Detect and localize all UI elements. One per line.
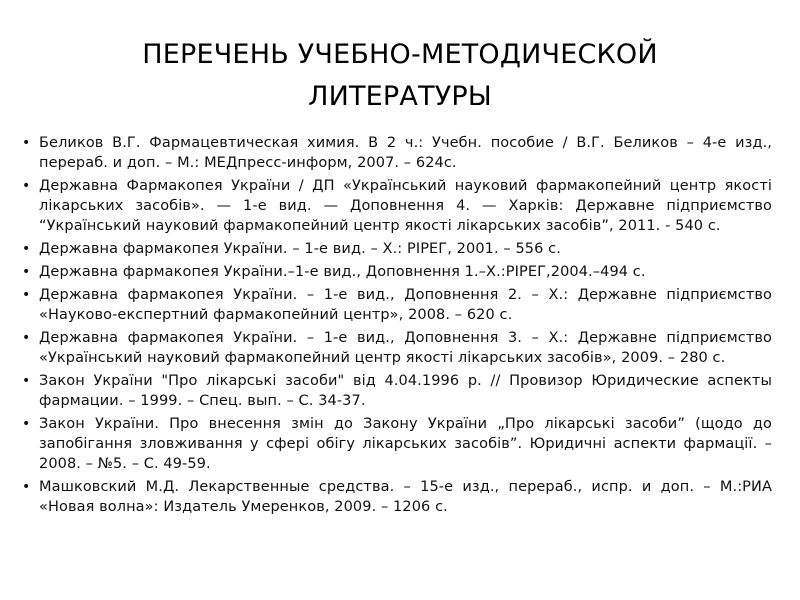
bullet-icon: • — [22, 479, 31, 495]
list-item-text: Державна Фармакопея України / ДП «Український науковий фармакопейний центр якості лікарських засобів». — 1-е вид. — Доповнення 4. — Харків: Державне підприємство “Український науковий фармакопейний центр якості лікарських засобів”, 2011. - 540 с. — [39, 178, 772, 234]
list-item — [22, 285, 772, 325]
list-item — [22, 262, 772, 282]
list-item — [22, 176, 772, 236]
bullet-icon: • — [22, 264, 31, 280]
list-item-text: Машковский М.Д. Лекарственные средства. – 15-е изд., перераб., испр. и доп. – М.:РИА «Новая волна»: Издатель Умеренков, 2009. – 1206 с. — [39, 479, 772, 515]
list-item-text: Закон України "Про лікарські засоби" від 4.04.1996 р. // Провизор Юридические аспекты фармации. – 1999. – Спец. вып. – С. 34-37. — [39, 373, 772, 409]
list-item-text: Державна фармакопея України. – 1-е вид., Доповнення 3. – Х.: Державне підприємство «Український науковий фармакопейний центр якості лікарських засобів», 2009. – 280 с. — [39, 330, 772, 366]
literature-list — [22, 133, 772, 520]
bullet-icon: • — [22, 330, 31, 346]
bullet-icon: • — [22, 135, 31, 151]
list-item-text: Державна фармакопея України. – 1-е вид. – Х.: РІРЕГ, 2001. – 556 с. — [39, 241, 561, 257]
list-item-text: Державна фармакопея України. – 1-е вид., Доповнення 2. – Х.: Державне підприємство «Науково-експертний фармакопейний центр», 2008. – 620 с. — [39, 287, 772, 323]
title-line-1: ПЕРЕЧЕНЬ УЧЕБНО-МЕТОДИЧЕСКОЙ — [142, 39, 658, 70]
bullet-icon: • — [22, 287, 31, 303]
slide-title — [60, 34, 740, 118]
list-item-text: Державна фармакопея України.–1-е вид., Доповнення 1.–Х.:РІРЕГ,2004.–494 с. — [39, 264, 646, 280]
list-item — [22, 371, 772, 411]
list-item — [22, 239, 772, 259]
bullet-icon: • — [22, 416, 31, 432]
list-item — [22, 477, 772, 517]
list-item-text: Закон України. Про внесення змін до Закону України „Про лікарські засоби” (щодо до запобігання зловживання у сфері обігу лікарських засобів”. Юридичні аспекти фармації. – 2008. – №5. – С. 49-59. — [39, 416, 772, 472]
list-item-text: Беликов В.Г. Фармацевтическая химия. В 2 ч.: Учебн. пособие / В.Г. Беликов – 4-е изд., перераб. и доп. – М.: МЕДпресс-информ, 2007. – 624с. — [39, 135, 772, 171]
list-item — [22, 133, 772, 173]
bullet-icon: • — [22, 373, 31, 389]
list-item — [22, 328, 772, 368]
bullet-icon: • — [22, 178, 31, 194]
list-item — [22, 414, 772, 474]
title-line-2: ЛИТЕРАТУРЫ — [308, 81, 492, 112]
bullet-icon: • — [22, 241, 31, 257]
